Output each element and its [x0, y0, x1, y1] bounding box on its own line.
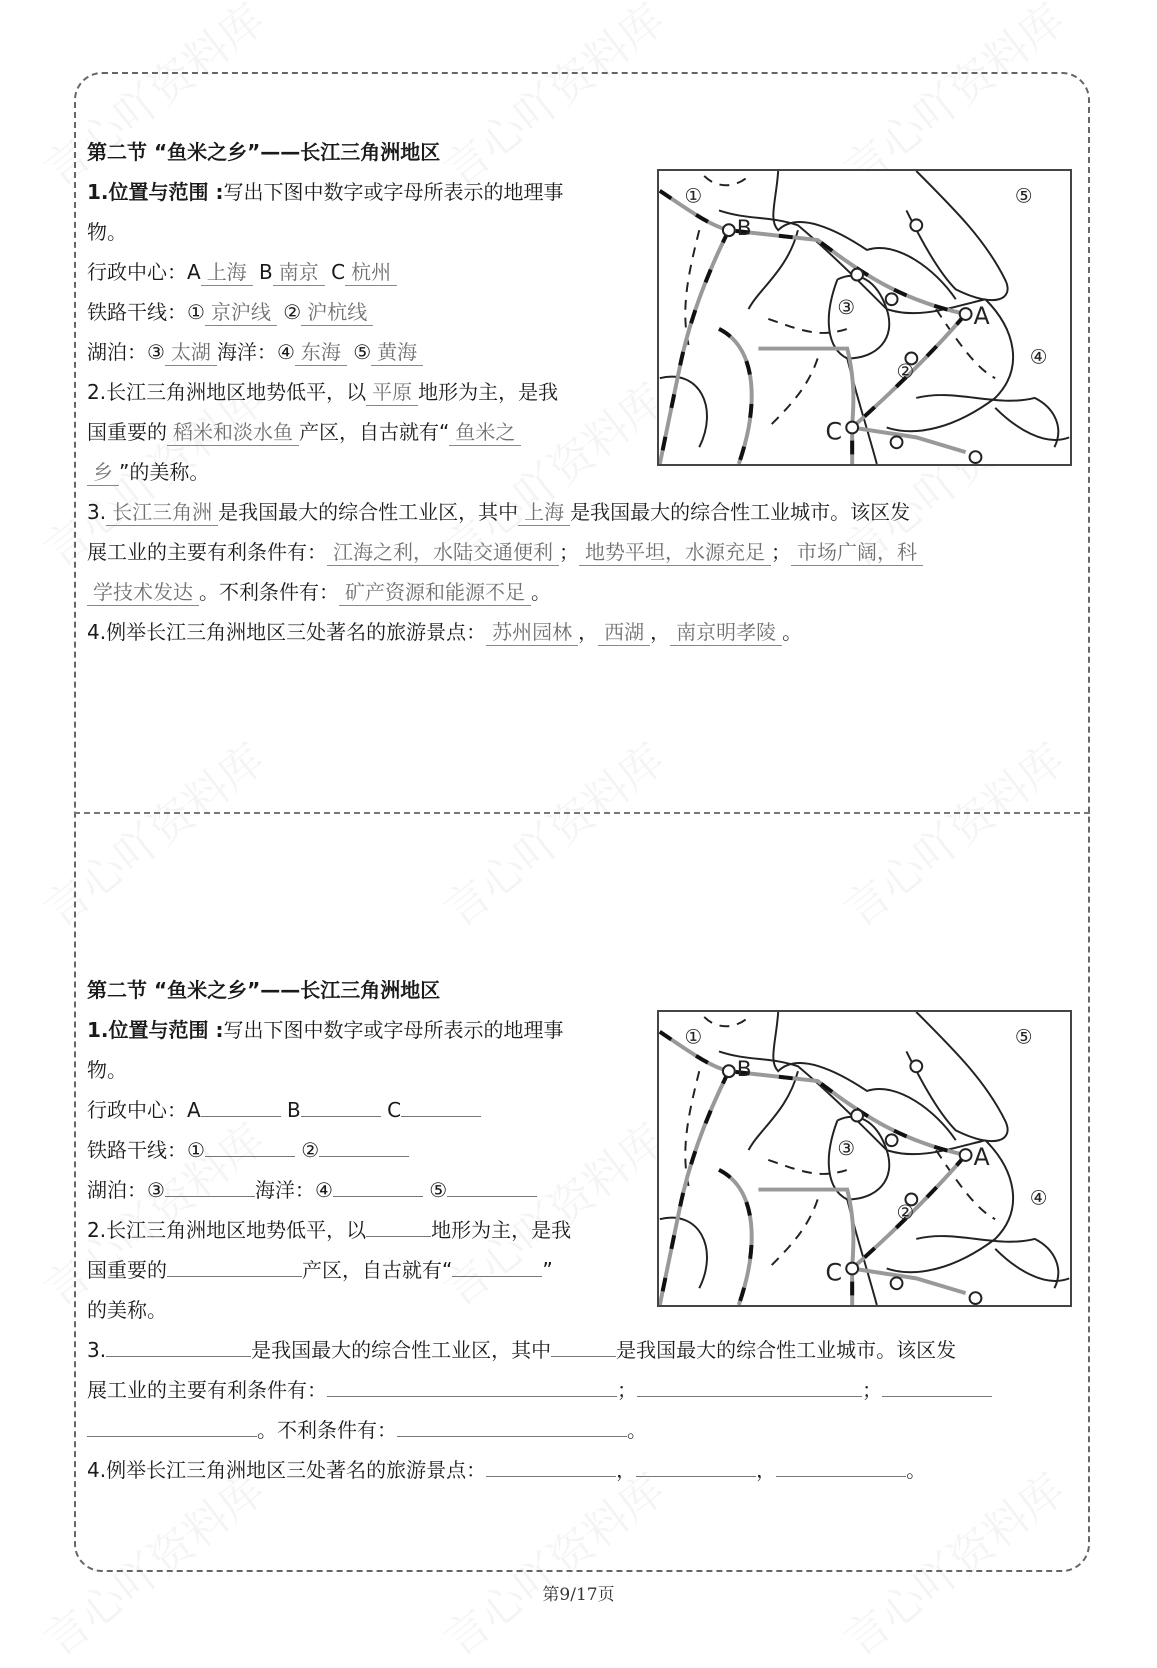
blank-disadvantage[interactable]: [397, 1412, 627, 1437]
svg-text:③: ③: [837, 296, 856, 320]
rail-label: 铁路干线：: [87, 1138, 187, 1162]
answer-2: 沪杭线: [301, 299, 373, 326]
comma: ，: [616, 1458, 637, 1482]
blank-spot-2[interactable]: [636, 1452, 756, 1477]
q4-answer-3: 南京明孝陵: [670, 619, 782, 646]
q2-answer-product: 稻米和淡水鱼: [167, 419, 299, 446]
svg-text:②: ②: [896, 360, 915, 384]
q3-text: 。: [627, 1418, 647, 1442]
svg-text:④: ④: [1029, 1186, 1048, 1210]
key-5: ⑤: [429, 1178, 448, 1202]
q4-line: [87, 612, 1087, 652]
svg-text:③: ③: [837, 1137, 856, 1161]
svg-text:⑤: ⑤: [1014, 1025, 1033, 1049]
q4-text: 4.例举长江三角洲地区三处著名的旅游景点：: [87, 1458, 487, 1482]
blank-cond1[interactable]: [327, 1372, 617, 1397]
comma: ，: [650, 620, 671, 644]
blank-region[interactable]: [106, 1332, 251, 1357]
q1-text: 写出下图中数字或字母所表示的地理事: [223, 180, 564, 204]
answer-4: 东海: [295, 339, 347, 366]
blank-cond2[interactable]: [637, 1372, 862, 1397]
rail-label: 铁路干线：: [87, 300, 187, 324]
admin-label: 行政中心：: [87, 1098, 187, 1122]
answer-3: 太湖: [165, 339, 217, 366]
key-1: ①: [187, 1138, 205, 1162]
q2-text: 产区，自古就有“: [299, 420, 450, 444]
blank-spot-1[interactable]: [486, 1452, 616, 1477]
sea-label: 海洋：: [216, 340, 277, 364]
answer-c: 杭州: [345, 259, 397, 286]
section-title: 第二节 “鱼米之乡”——长江三角洲地区: [87, 978, 441, 1002]
svg-text:⑤: ⑤: [1014, 184, 1033, 208]
sea-label: 海洋：: [254, 1178, 315, 1202]
key-4: ④: [276, 340, 295, 364]
blank-cond3-cont[interactable]: [87, 1412, 257, 1437]
q3-text: 展工业的主要有利条件有：: [87, 1378, 327, 1402]
separator: ；: [771, 540, 791, 564]
q4-text: 。: [906, 1458, 927, 1482]
yangtze-delta-map-blank: [657, 1010, 1072, 1307]
q3-number: 3.: [87, 500, 107, 524]
q3-text: 。不利条件有：: [257, 1418, 397, 1442]
q2-text: 2.长江三角洲地区地势低平，以: [87, 1218, 367, 1242]
q4-answer-2: 西湖: [598, 619, 650, 646]
blank-2[interactable]: [319, 1132, 409, 1157]
blank-b[interactable]: [301, 1092, 381, 1117]
blank-spot-3[interactable]: [776, 1452, 906, 1477]
key-2: ②: [283, 300, 302, 324]
svg-text:B: B: [736, 1057, 752, 1083]
q3-line-1: [87, 1330, 1087, 1370]
q3-answer-disadvantage: 矿产资源和能源不足: [339, 579, 531, 606]
answer-5: 黄海: [371, 339, 423, 366]
comma: ，: [756, 1458, 777, 1482]
svg-text:B: B: [736, 216, 752, 242]
blank-product[interactable]: [167, 1252, 302, 1277]
q4-text: 4.例举长江三角洲地区三处著名的旅游景点：: [87, 620, 487, 644]
key-2: ②: [301, 1138, 320, 1162]
key-4: ④: [314, 1178, 333, 1202]
key-b: B: [287, 1098, 301, 1122]
q3-number: 3.: [87, 1338, 107, 1362]
q2-text: 产区，自古就有“: [302, 1258, 453, 1282]
lake-label: 湖泊：: [87, 1178, 147, 1202]
blank-terrain[interactable]: [366, 1212, 431, 1237]
q2-line-3: 的美称。: [87, 1298, 167, 1322]
svg-text:①: ①: [684, 1025, 703, 1049]
q1-text: 写出下图中数字或字母所表示的地理事: [223, 1018, 564, 1042]
section-title: 第二节 “鱼米之乡”——长江三角洲地区: [87, 140, 441, 164]
key-a: A: [187, 1098, 201, 1122]
svg-text:A: A: [973, 301, 990, 330]
q3-line-2: [87, 1370, 1087, 1410]
key-a: A: [187, 260, 201, 284]
blank-cond3[interactable]: [882, 1372, 992, 1397]
separator: ；: [862, 1378, 882, 1402]
page-number: 第9/17页: [542, 1585, 615, 1605]
blank-1[interactable]: [205, 1132, 295, 1157]
q2-answer-terrain: 平原: [366, 379, 418, 406]
q3-line-1: [87, 492, 1087, 532]
q3-answer-city: 上海: [518, 499, 570, 526]
blank-c[interactable]: [401, 1092, 481, 1117]
separator: ；: [559, 540, 579, 564]
comma: ，: [578, 620, 599, 644]
key-c: C: [331, 260, 346, 284]
svg-text:A: A: [973, 1142, 990, 1171]
key-1: ①: [187, 300, 205, 324]
q3-line-3: [87, 572, 1087, 612]
q2-text: 地形为主，是我: [418, 380, 559, 404]
q2-text: ”: [542, 1258, 553, 1282]
q3-text: 展工业的主要有利条件有：: [87, 540, 327, 564]
blank-5[interactable]: [447, 1172, 537, 1197]
q2-text: 2.长江三角洲地区地势低平，以: [87, 380, 367, 404]
q2-text: ”的美称。: [119, 460, 210, 484]
q2-text: 国重要的: [87, 420, 167, 444]
svg-text:C: C: [825, 1258, 843, 1287]
blank-nickname[interactable]: [452, 1252, 542, 1277]
map-drawing: [659, 171, 1070, 464]
key-3: ③: [147, 1178, 165, 1202]
q3-line-2: [87, 532, 1087, 572]
q1-label: 1.位置与范围 :: [87, 1018, 224, 1042]
q1-text-cont: 物。: [87, 1058, 127, 1082]
q3-text: 是我国最大的综合性工业城市。该区发: [570, 500, 911, 524]
blank-4[interactable]: [333, 1172, 423, 1197]
admin-label: 行政中心：: [87, 260, 187, 284]
q3-text: 是我国最大的综合性工业区，其中: [251, 1338, 552, 1362]
yangtze-delta-map: [657, 169, 1072, 466]
q3-line-3: [87, 1410, 1087, 1450]
map-drawing: [659, 1012, 1070, 1305]
q2-text: 地形为主，是我: [431, 1218, 572, 1242]
answer-b: 南京: [273, 259, 325, 286]
answer-1: 京沪线: [205, 299, 277, 326]
key-3: ③: [147, 340, 165, 364]
q2-text: 国重要的: [87, 1258, 167, 1282]
q3-answer-cond3: 市场广阔，科: [791, 539, 923, 566]
blank-city[interactable]: [551, 1332, 616, 1357]
q2-answer-nickname: 鱼米之: [449, 419, 521, 446]
q2-answer-nickname-cont: 乡: [87, 459, 119, 486]
q3-text: 。: [531, 580, 551, 604]
lake-label: 湖泊：: [87, 340, 147, 364]
q3-answer-cond3-cont: 学技术发达: [87, 579, 199, 606]
separator: ；: [617, 1378, 637, 1402]
key-c: C: [387, 1098, 402, 1122]
q3-answer-cond1: 江海之利，水陆交通便利: [327, 539, 559, 566]
q3-text: 是我国最大的综合性工业城市。该区发: [616, 1338, 957, 1362]
q1-label: 1.位置与范围 :: [87, 180, 224, 204]
q3-text: 是我国最大的综合性工业区，其中: [218, 500, 519, 524]
q4-text: 。: [782, 620, 803, 644]
q4-line: [87, 1450, 1087, 1490]
q3-answer-cond2: 地势平坦，水源充足: [579, 539, 771, 566]
blank-3[interactable]: [165, 1172, 255, 1197]
blank-a[interactable]: [201, 1092, 281, 1117]
answer-a: 上海: [201, 259, 253, 286]
q4-answer-1: 苏州园林: [486, 619, 578, 646]
q1-text-cont: 物。: [87, 220, 127, 244]
svg-text:④: ④: [1029, 345, 1048, 369]
cut-line-divider: [74, 812, 1090, 814]
svg-text:①: ①: [684, 184, 703, 208]
svg-text:②: ②: [896, 1201, 915, 1225]
q3-text: 。不利条件有：: [199, 580, 339, 604]
key-b: B: [259, 260, 273, 284]
q3-answer-region: 长江三角洲: [106, 499, 218, 526]
key-5: ⑤: [353, 340, 372, 364]
svg-text:C: C: [825, 417, 843, 446]
